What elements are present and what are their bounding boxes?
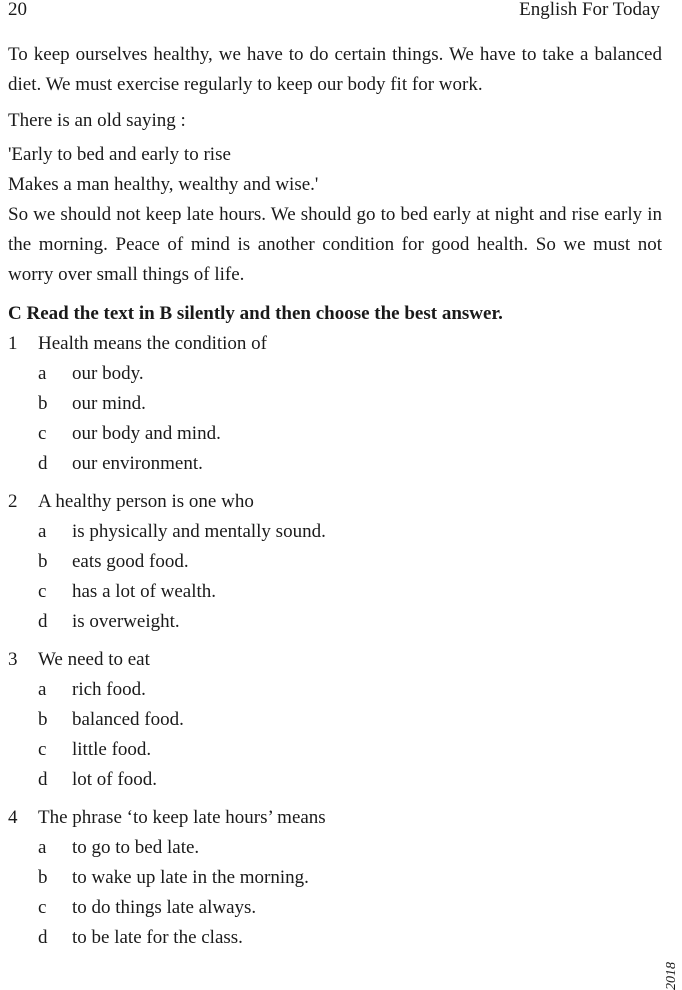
option-letter: c — [38, 739, 47, 760]
option-letter: c — [38, 423, 47, 444]
option-text: to go to bed late. — [72, 837, 200, 858]
year-mark: 2018 — [664, 962, 679, 990]
page-header — [0, 0, 682, 26]
option-text: lot of food. — [72, 769, 157, 790]
question-stem: Health means the condition of — [38, 333, 267, 354]
question-list — [8, 329, 662, 953]
answer-option-c[interactable] — [8, 577, 662, 607]
option-letter: a — [38, 521, 47, 542]
answer-option-a[interactable] — [8, 517, 662, 547]
saying-line-1: 'Early to bed and early to rise — [8, 144, 231, 165]
option-text: is overweight. — [72, 611, 180, 632]
option-text: to wake up late in the morning. — [72, 867, 309, 888]
option-text: little food. — [72, 739, 152, 760]
answer-option-d[interactable] — [8, 765, 662, 795]
option-text: to be late for the class. — [72, 927, 243, 948]
question-3 — [8, 645, 662, 795]
question-2 — [8, 487, 662, 637]
question-stem: A healthy person is one who — [38, 491, 254, 512]
question-number: 1 — [8, 333, 18, 354]
answer-option-a[interactable] — [8, 833, 662, 863]
option-letter: a — [38, 837, 47, 858]
answer-option-d[interactable] — [8, 923, 662, 953]
question-number: 2 — [8, 491, 18, 512]
answer-option-d[interactable] — [8, 449, 662, 479]
option-text: our body. — [72, 363, 144, 384]
option-letter: d — [38, 611, 48, 632]
question-1 — [8, 329, 662, 479]
question-stem: We need to eat — [38, 649, 150, 670]
section-c-heading: C Read the text in B silently and then choose the best answer. — [8, 303, 503, 324]
option-letter: a — [38, 363, 47, 384]
answer-option-c[interactable] — [8, 893, 662, 923]
option-text: is physically and mentally sound. — [72, 521, 326, 542]
option-letter: d — [38, 453, 48, 474]
passage-paragraph-2: There is an old saying : — [8, 110, 186, 131]
option-text: our mind. — [72, 393, 146, 414]
option-letter: a — [38, 679, 47, 700]
answer-option-c[interactable] — [8, 419, 662, 449]
option-letter: b — [38, 709, 48, 730]
option-text: our environment. — [72, 453, 203, 474]
option-letter: c — [38, 897, 47, 918]
book-title: English For Today — [519, 0, 660, 20]
option-letter: d — [38, 769, 48, 790]
answer-option-b[interactable] — [8, 705, 662, 735]
option-text: our body and mind. — [72, 423, 221, 444]
option-letter: d — [38, 927, 48, 948]
option-letter: b — [38, 551, 48, 572]
option-text: rich food. — [72, 679, 146, 700]
option-letter: b — [38, 393, 48, 414]
page-content — [8, 40, 662, 953]
question-stem: The phrase ‘to keep late hours’ means — [38, 807, 326, 828]
passage-paragraph-3: So we should not keep late hours. We should go to bed early at night and rise early in the morning. Peace of mind is another condition for good health. So we must not worry over small things of life. — [8, 204, 662, 285]
option-text: has a lot of wealth. — [72, 581, 217, 602]
answer-option-b[interactable] — [8, 547, 662, 577]
answer-option-b[interactable] — [8, 863, 662, 893]
option-text: eats good food. — [72, 551, 189, 572]
option-text: balanced food. — [72, 709, 184, 730]
passage-paragraph-1: To keep ourselves healthy, we have to do certain things. We have to take a balanced diet. We must exercise regularly to keep our body fit for work. — [8, 44, 662, 95]
answer-option-a[interactable] — [8, 359, 662, 389]
question-4 — [8, 803, 662, 953]
page-number: 20 — [8, 0, 27, 20]
option-text: to do things late always. — [72, 897, 257, 918]
option-letter: b — [38, 867, 48, 888]
answer-option-c[interactable] — [8, 735, 662, 765]
answer-option-a[interactable] — [8, 675, 662, 705]
answer-option-d[interactable] — [8, 607, 662, 637]
option-letter: c — [38, 581, 47, 602]
question-number: 3 — [8, 649, 18, 670]
saying-line-2: Makes a man healthy, wealthy and wise.' — [8, 174, 319, 195]
question-number: 4 — [8, 807, 18, 828]
answer-option-b[interactable] — [8, 389, 662, 419]
